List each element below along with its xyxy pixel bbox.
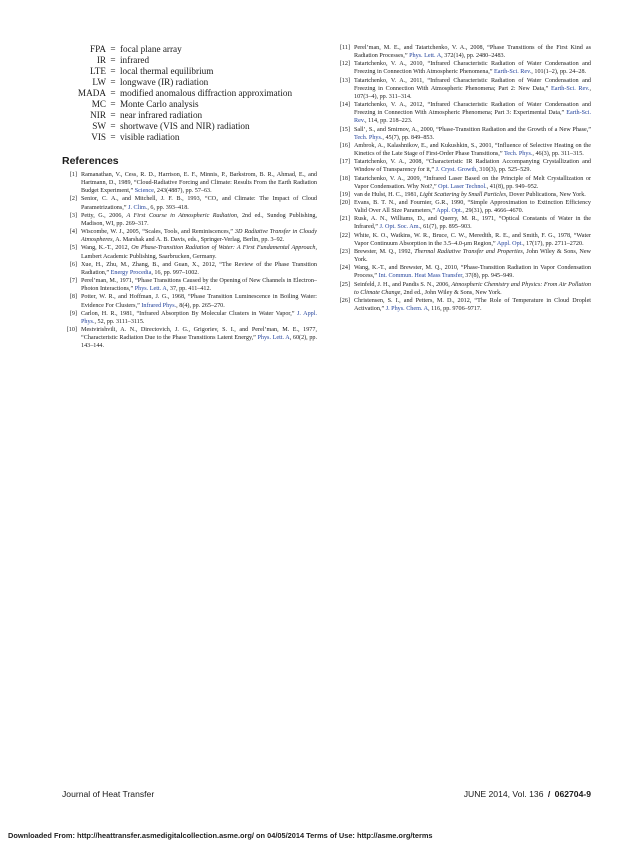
reference-text xyxy=(354,101,591,125)
nomenclature-definition: visible radiation xyxy=(120,132,180,142)
nomenclature-equals: = xyxy=(110,77,116,87)
reference-journal-link[interactable]: J. Phys. Chem. A xyxy=(385,306,429,312)
reference-text-segment: , 41(8), pp. 949–952. xyxy=(486,183,539,190)
reference-text xyxy=(81,212,317,228)
reference-item xyxy=(62,228,317,244)
reference-text xyxy=(354,232,591,248)
reference-text-segment: Seinfeld, J. H., and Pandis S. N., 2006, xyxy=(354,281,452,288)
reference-book-title: A First Course in Atmospheric Radiation xyxy=(126,212,237,219)
footer-separator: / xyxy=(547,789,551,799)
reference-text-segment: Tatartchenko, V. A., 2011, “Infrared Characteristic Radiation of Water Condensation and Freezing in Connection With Atmospheric Phenomena; Part 2: New Data,” xyxy=(354,77,591,92)
reference-text-segment: Ambrok, A., Kalashnikov, E., and Kukushkin, S., 2001, “Influence of Selective Heating on the Kinetics of the Late Stage of First-Order Phase Transitions,” xyxy=(354,142,591,158)
reference-item xyxy=(335,215,591,231)
nomenclature-definition: infrared xyxy=(120,55,150,65)
nomenclature-equals: = xyxy=(110,66,116,76)
reference-text-segment: Xue, H., Zhu, M., Zhang, B., and Guan, X., 2012, “The Review of the Phase Transition Radiation,” xyxy=(81,261,317,276)
nomenclature-equals: = xyxy=(110,44,116,54)
reference-text-segment: , 37, pp. 411–412. xyxy=(166,286,212,293)
footer-issue: JUNE 2014, Vol. 136 xyxy=(463,789,544,799)
reference-text-segment: Senior, C. A., and Mitchell, J. F. B., 1993, “CO₂ and Climate: The Impact of Cloud Parametrizations,” xyxy=(81,196,317,211)
reference-item xyxy=(62,171,317,195)
reference-text xyxy=(354,248,591,264)
reference-number: [18] xyxy=(339,175,350,182)
reference-number: [7] xyxy=(69,278,77,285)
reference-number: [4] xyxy=(69,229,77,236)
reference-text-segment: Potter, W. R., and Hoffman, J. G., 1968, “Phase Transition Luminescence in Boiling Water: Evidence For Clusters,” xyxy=(81,294,317,309)
reference-journal-link[interactable]: J. Clim. xyxy=(128,204,148,211)
nomenclature-row xyxy=(58,66,318,77)
reference-journal-link[interactable]: Energy Procedia xyxy=(110,269,152,276)
nomenclature-definition: Monte Carlo analysis xyxy=(120,99,199,109)
reference-text-segment: Perel’man, M., 1971, “Phase Transitions Caused by the Opening of New Channels in Electron–Photon Interactions,” xyxy=(81,278,317,293)
reference-text-segment: Carlon, H. R., 1981, “Infrared Absorption By Molecular Clusters in Water Vapor,” xyxy=(81,310,298,317)
reference-item xyxy=(62,277,317,293)
reference-text xyxy=(354,215,591,231)
reference-number: [5] xyxy=(69,245,77,252)
nomenclature-equals: = xyxy=(110,121,116,131)
reference-number: [2] xyxy=(69,196,77,203)
reference-text xyxy=(354,264,591,280)
reference-journal-link[interactable]: Appl. Opt. xyxy=(436,208,463,215)
reference-text xyxy=(81,293,317,309)
reference-text-segment: , Dover Publications, New York. xyxy=(505,191,586,198)
reference-text-segment: , 61(7), pp. 895–903. xyxy=(420,224,472,231)
reference-item xyxy=(62,310,317,326)
reference-journal-link[interactable]: Tech. Phys. xyxy=(354,134,383,141)
nomenclature-abbr: LTE xyxy=(90,66,106,76)
reference-item xyxy=(62,244,317,260)
reference-text-segment: , 37(8), pp. 945–949. xyxy=(462,273,514,280)
reference-text-segment: , 16, pp. 997–1002. xyxy=(151,269,199,276)
nomenclature-definition: modified anomalous diffraction approximation xyxy=(120,88,293,98)
reference-text xyxy=(81,277,317,293)
reference-text xyxy=(354,77,591,101)
reference-text-segment: , 6, pp. 393–418. xyxy=(147,204,189,211)
reference-text-segment: Tatartchenko, V. A., 2010, “Infrared Characteristic Radiation of Water Condensation and Freezing in Connection With Atmospheric Phenomena,” xyxy=(354,61,591,76)
nomenclature-definition: local thermal equilibrium xyxy=(120,66,214,76)
reference-text-segment: Petty, G., 2006, xyxy=(81,212,127,219)
nomenclature-equals: = xyxy=(110,99,116,109)
reference-text-segment: , 116, pp. 9706–9717. xyxy=(428,306,482,312)
nomenclature-row xyxy=(58,55,318,66)
reference-number: [10] xyxy=(66,326,77,333)
footer-journal-name: Journal of Heat Transfer xyxy=(62,789,155,799)
references-column-left xyxy=(62,171,317,350)
reference-number: [12] xyxy=(339,61,350,68)
nomenclature-row xyxy=(58,99,318,110)
reference-text-segment: Tatartchenko, V. A., 2012, “Infrared Characteristic Radiation of Water Condensation and Freezing in Connection With Atmospheric Phenomena; Part 3: Experimental Data,” xyxy=(354,102,591,117)
reference-book-title: Atmospheric Chemistry and Physics: From Air Pollution to Climate Change xyxy=(354,281,591,296)
reference-text xyxy=(81,171,317,195)
nomenclature-abbr: MC xyxy=(91,99,106,109)
reference-text-segment: White, K. O., Watkins, W. R., Bruce, C. W., Meredith, R. E., and Smith, F. G., 1978, “Water Vapor Continuum Absorption in the 3.5–4.0-μm Region,” xyxy=(354,232,591,247)
reference-text-segment: Wang, K.-T., 2012, xyxy=(81,245,132,252)
reference-text-segment: , 107(3–4), pp. 311–314. xyxy=(354,85,591,100)
reference-text xyxy=(81,244,317,260)
reference-text xyxy=(81,326,317,350)
reference-number: [1] xyxy=(69,172,77,178)
reference-number: [24] xyxy=(339,265,350,272)
reference-number: [25] xyxy=(339,281,350,288)
reference-item xyxy=(335,142,591,158)
nomenclature-abbr: VIS xyxy=(91,132,106,142)
reference-journal-link[interactable]: Opt. Laser Technol. xyxy=(438,183,487,190)
nomenclature-abbr: FPA xyxy=(89,44,106,54)
reference-text-segment: Sall’, S., and Smirnov, A., 2000, “Phase-Transition Radiation and the Growth of a New Phase,” xyxy=(354,126,591,133)
nomenclature-definition: longwave (IR) radiation xyxy=(120,77,209,87)
reference-book-title: 3D Radiative Transfer in Cloudy Atmospheres xyxy=(81,229,317,244)
reference-text-segment: Ramanathan, V., Cess, R. D., Harrison, E. F., Minnis, P., Barkstrom, B. R., Ahmad, E., and Hartmann, D., 1989, “Cloud-Radiative Forcing and Climate: Results From the Earth Radiation Budget Experiment,” xyxy=(81,172,317,195)
reference-journal-link[interactable]: Phys. Lett. A xyxy=(409,53,442,60)
nomenclature-abbr: SW xyxy=(92,121,106,131)
reference-item xyxy=(62,261,317,277)
download-notice: Downloaded From: http://heattransfer.asmedigitalcollection.asme.org/ on 04/05/2014 Terms of Use: http://asme.org/terms xyxy=(8,831,433,840)
reference-journal-link[interactable]: Science xyxy=(134,188,154,195)
nomenclature-row xyxy=(58,44,318,55)
nomenclature-definition: shortwave (VIS and NIR) radiation xyxy=(120,121,250,131)
reference-text-segment: , 310(3), pp. 525–529. xyxy=(476,167,531,174)
reference-text-segment: Tatartchenko, V. A., 2009, “Infrared Laser Based on the Principle of Melt Crystallization or Vapor Condensation. Why Not?,” xyxy=(354,175,591,190)
reference-text xyxy=(81,195,317,211)
reference-journal-link[interactable]: Appl. Opt. xyxy=(496,240,523,247)
reference-text-segment: , 29(31), pp. 4666–4670. xyxy=(462,208,524,215)
reference-text-segment: Wiscombe, W. J., 2005, “Scales, Tools, and Reminiscences,” xyxy=(81,229,235,236)
nomenclature-definition: focal plane array xyxy=(120,44,182,54)
reference-text-segment: Evans, B. T. N., and Fournier, G.R., 1990, “Simple Approximation to Extinction Efficiency Valid Over All Size Parameters,” xyxy=(354,199,591,215)
nomenclature-row xyxy=(58,121,318,132)
reference-text-segment: , 2nd ed., John Wiley & Sons, New York. xyxy=(400,289,502,296)
reference-text xyxy=(354,142,591,158)
reference-item xyxy=(335,248,591,264)
reference-text-segment: Mestvirishvili, A. N., Directovich, J. G., Grigoriev, S. I., and Perel’man, M. E., 1977, “Characteristic Radiation Due to the Phase Transitions Latent Energy,” xyxy=(81,326,317,342)
reference-number: [17] xyxy=(339,159,350,166)
reference-text xyxy=(354,44,591,60)
reference-item xyxy=(335,101,591,125)
reference-item xyxy=(335,281,591,297)
reference-item xyxy=(335,191,591,199)
reference-journal-link[interactable]: J. Cryst. Growth xyxy=(435,167,477,174)
reference-text xyxy=(354,126,591,142)
reference-text-segment: , 52, pp. 3111–3115. xyxy=(94,318,145,325)
reference-text-segment: , 243(4887), pp. 57–63. xyxy=(153,188,212,195)
reference-journal-link[interactable]: Int. Commun. Heat Mass Transfer xyxy=(378,273,463,280)
nomenclature-row xyxy=(58,77,318,88)
reference-number: [23] xyxy=(339,248,350,255)
reference-text-segment: , 17(17), pp. 2711–2720. xyxy=(522,240,584,247)
reference-text xyxy=(354,158,591,174)
reference-text-segment: , 46(3), pp. 311–315. xyxy=(532,151,584,158)
footer-page-number: 062704-9 xyxy=(554,789,591,799)
reference-item xyxy=(335,44,591,60)
reference-text-segment: , A. Marshak and A. B. Davis, eds., Springer-Verlag, Berlin, pp. 3–92. xyxy=(112,237,285,244)
references-column-right xyxy=(335,44,591,313)
reference-text xyxy=(354,60,591,76)
reference-text-segment: , 45(7), pp. 849–853. xyxy=(382,134,435,141)
reference-number: [11] xyxy=(339,45,350,51)
reference-item xyxy=(335,232,591,248)
reference-book-title: Light Scattering by Small Particles xyxy=(419,191,506,198)
reference-number: [22] xyxy=(339,232,350,239)
reference-journal-link[interactable]: Earth-Sci. Rev. xyxy=(551,85,590,92)
nomenclature-row xyxy=(58,88,318,99)
reference-text-segment: van de Hulst, H. C., 1981, xyxy=(354,191,420,198)
reference-journal-link[interactable]: Phys. Lett. A xyxy=(134,286,167,293)
reference-item xyxy=(335,158,591,174)
nomenclature-equals: = xyxy=(110,110,116,120)
reference-book-title: On Phase-Transition Radiation of Water: A First Fundamental Approach xyxy=(131,245,316,252)
reference-text-segment: Wang, K.-T., and Brewster, M. Q., 2010, “Phase-Transition Radiation in Vapor Condensation Process,” xyxy=(354,265,591,280)
references-heading: References xyxy=(62,155,119,167)
reference-text-segment: , 372(14), pp. 2480–2483. xyxy=(441,53,506,60)
reference-item xyxy=(335,175,591,191)
reference-book-title: Thermal Radiative Transfer and Properties xyxy=(414,248,523,255)
reference-number: [15] xyxy=(339,126,350,133)
reference-item xyxy=(335,77,591,101)
reference-item xyxy=(62,212,317,228)
reference-text xyxy=(354,199,591,215)
reference-item xyxy=(62,326,317,350)
reference-journal-link[interactable]: Phys. Lett. A xyxy=(257,335,290,342)
reference-text-segment: Rusk, A. N., Williams, D., and Querry, M. R., 1971, “Optical Constants of Water in the Infrared,” xyxy=(354,216,591,231)
nomenclature-row xyxy=(58,132,318,143)
nomenclature-definition: near infrared radiation xyxy=(120,110,203,120)
reference-text-segment: Christensen, S. I., and Petters, M. D., 2012, “The Role of Temperature in Cloud Droplet Activation,” xyxy=(354,297,591,312)
reference-item xyxy=(335,264,591,280)
reference-journal-link[interactable]: Infrared Phys. xyxy=(141,302,177,309)
reference-item xyxy=(62,293,317,309)
footer-issue-info xyxy=(464,789,591,799)
reference-number: [21] xyxy=(339,216,350,223)
reference-text-segment: , 60(2), pp. 143–144. xyxy=(81,335,318,350)
reference-journal-link[interactable]: Earth-Sci. Rev. xyxy=(354,110,591,125)
reference-text xyxy=(354,281,591,297)
reference-text-segment: Tatartchenko, V. A., 2008, “Characteristic IR Radiation Accompanying Crystallization and Window of Transparency for it,” xyxy=(354,159,591,174)
nomenclature-abbr: MADA xyxy=(77,88,106,98)
reference-text-segment: Perel’man, M. E., and Tatartchenko, V. A., 2008, “Phase Transitions of the First Kind as Radiation Processes,” xyxy=(354,45,591,60)
reference-item xyxy=(335,297,591,313)
nomenclature-equals: = xyxy=(110,88,116,98)
reference-text-segment: , Lambert Academic Publishing, Saarbrucken, Germany. xyxy=(81,245,317,260)
nomenclature-row xyxy=(58,110,318,121)
reference-number: [9] xyxy=(69,310,77,317)
reference-number: [26] xyxy=(339,297,350,304)
nomenclature-abbr: NIR xyxy=(90,110,106,120)
reference-text xyxy=(354,191,591,199)
reference-number: [8] xyxy=(69,294,77,301)
nomenclature-abbr: IR xyxy=(96,55,106,65)
reference-text-segment: Brewster, M. Q., 1992, xyxy=(354,248,415,255)
reference-text-segment: , 8(4), pp. 265–270. xyxy=(176,302,225,309)
reference-item xyxy=(335,126,591,142)
reference-text xyxy=(81,228,317,244)
nomenclature-equals: = xyxy=(110,55,116,65)
reference-text xyxy=(354,297,591,313)
reference-text xyxy=(81,310,317,326)
reference-number: [19] xyxy=(339,191,350,198)
reference-text xyxy=(354,175,591,191)
reference-number: [14] xyxy=(339,102,350,109)
nomenclature-equals: = xyxy=(110,132,116,142)
reference-number: [16] xyxy=(339,142,350,149)
reference-text xyxy=(81,261,317,277)
reference-text-segment: , 2nd ed., Sundog Publishing, Madison, WI, pp. 269–317. xyxy=(81,212,317,227)
nomenclature-abbr: LW xyxy=(92,77,106,87)
reference-journal-link[interactable]: J. Appl. Phys. xyxy=(81,310,317,325)
reference-journal-link[interactable]: Tech. Phys. xyxy=(503,151,533,158)
reference-number: [13] xyxy=(339,77,350,84)
reference-journal-link[interactable]: Earth-Sci. Rev. xyxy=(494,69,532,76)
reference-journal-link[interactable]: J. Opt. Soc. Am. xyxy=(379,224,421,231)
reference-number: [20] xyxy=(339,199,350,206)
reference-item xyxy=(335,60,591,76)
reference-number: [6] xyxy=(69,261,77,268)
nomenclature-list xyxy=(58,44,318,143)
reference-item xyxy=(62,195,317,211)
reference-text-segment: , 101(1–2), pp. 24–28. xyxy=(531,69,587,76)
reference-text-segment: , 114, pp. 218–223. xyxy=(365,118,413,125)
reference-item xyxy=(335,199,591,215)
reference-number: [3] xyxy=(69,212,77,219)
reference-text-segment: , John Wiley & Sons, New York. xyxy=(354,248,591,264)
